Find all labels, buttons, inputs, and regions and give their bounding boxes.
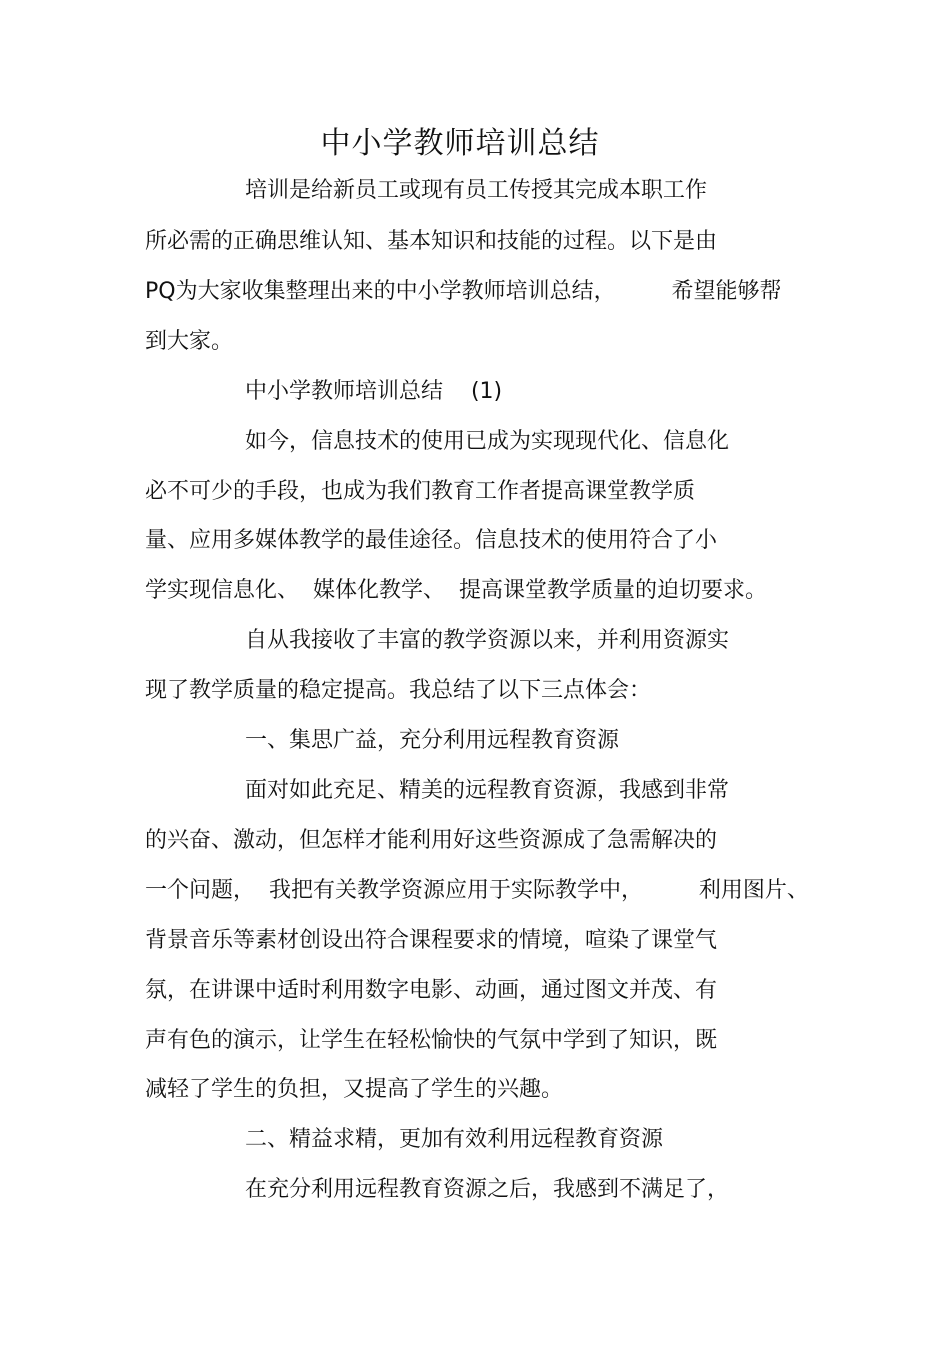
paragraph-4-line-1: 在充分利用远程教育资源之后，我感到不满足了， [245,1177,730,1202]
paragraph-1-line-1: 如今，信息技术的使用已成为实现现代化、信息化 [245,429,730,454]
paragraph-2-line-2: 现了教学质量的稳定提高。我总结了以下三点体会： [145,678,652,703]
subheading-2: 二、精益求精，更加有效利用远程教育资源 [245,1127,664,1152]
paragraph-3-line-7: 减轻了学生的负担，又提高了学生的兴趣。 [145,1077,564,1102]
intro-paragraph-line-1: 培训是给新员工或现有员工传授其完成本职工作 [245,178,708,203]
paragraph-3-line-6: 声有色的演示，让学生在轻松愉快的气氛中学到了知识，既 [145,1028,718,1053]
paragraph-3-line-4: 背景音乐等素材创设出符合课程要求的情境，喧染了课堂气 [145,928,718,953]
intro-paragraph-line-4: 到大家。 [145,329,234,354]
section-heading-1: 中小学教师培训总结 (1) [245,379,503,404]
paragraph-3-line-5: 氛，在讲课中适时利用数字电影、动画，通过图文并茂、有 [145,978,718,1003]
paragraph-3-line-1: 面对如此充足、精美的远程教育资源，我感到非常 [245,778,730,803]
paragraph-1-line-2: 必不可少的手段，也成为我们教育工作者提高课堂教学质 [145,479,696,504]
paragraph-3-line-2: 的兴奋、激动，但怎样才能利用好这些资源成了急需解决的 [145,828,718,853]
paragraph-1-line-3: 量、应用多媒体教学的最佳途径。信息技术的使用符合了小 [145,528,718,553]
intro-paragraph-line-3: PQ为大家收集整理出来的中小学教师培训总结， 希望能够帮 [145,279,782,304]
paragraph-1-line-4: 学实现信息化、 媒体化教学、 提高课堂教学质量的迫切要求。 [145,578,767,603]
subheading-1: 一、集思广益，充分利用远程教育资源 [245,728,620,753]
intro-paragraph-line-2: 所必需的正确思维认知、基本知识和技能的过程。以下是由 [145,229,718,254]
paragraph-2-line-1: 自从我接收了丰富的教学资源以来，并利用资源实 [245,628,730,653]
paragraph-3-line-3: 一个问题， 我把有关教学资源应用于实际教学中， 利用图片、 [145,878,809,903]
document-title: 中小学教师培训总结 [320,126,600,161]
